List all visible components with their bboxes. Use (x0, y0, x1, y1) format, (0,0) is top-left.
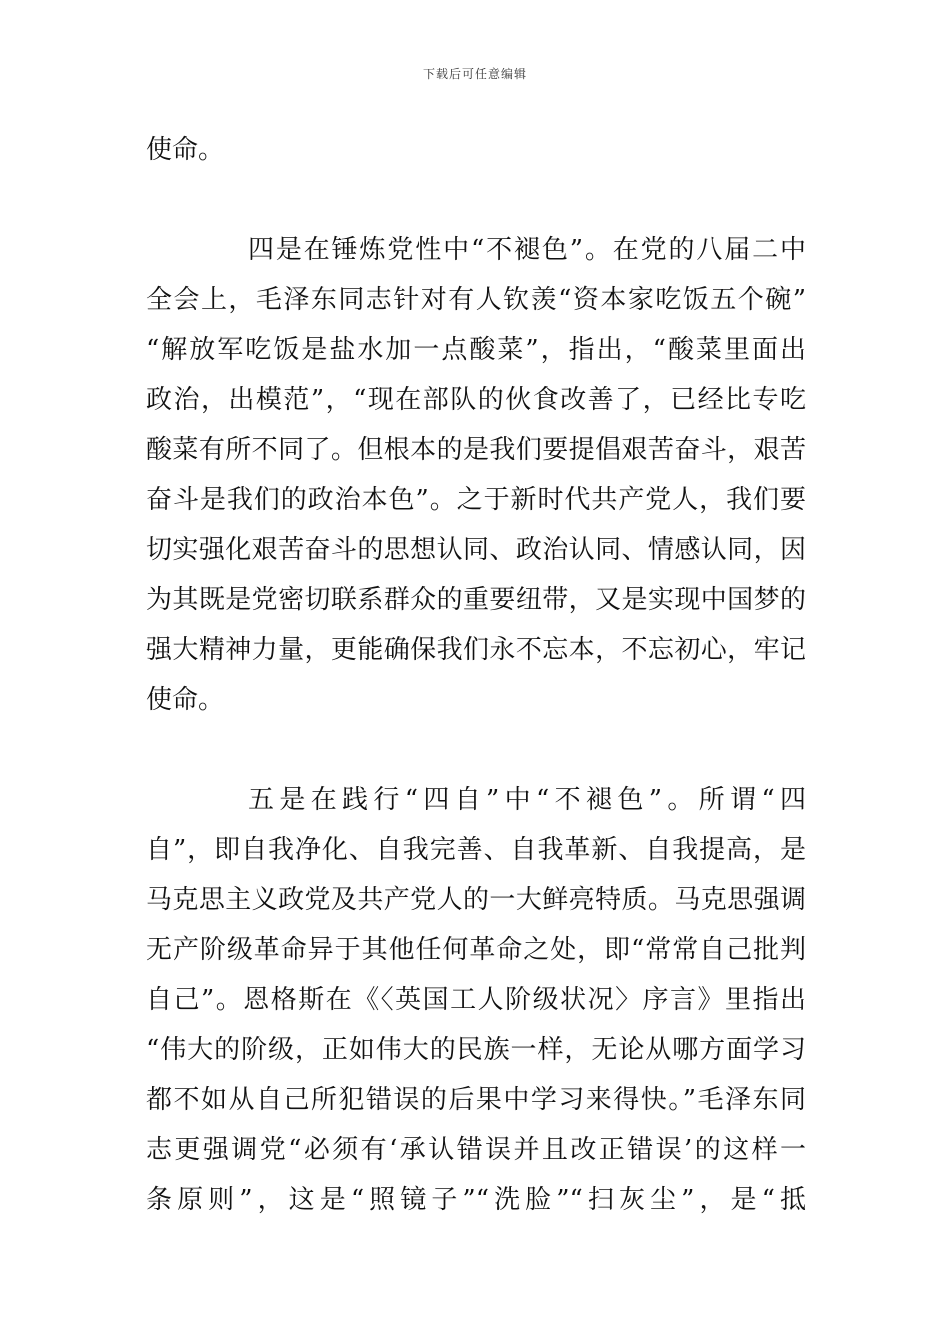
paragraph-line: 使命。 (146, 135, 225, 165)
paragraph-line: “解放军吃饭是盐水加一点酸菜”，指出，“酸菜里面出 (146, 335, 806, 365)
paragraph-line: 无产阶级革命异于其他任何革命之处，即“常常自己批判 (146, 935, 806, 965)
paragraph-line: 五是在践行“四自”中“不褪色”。所谓“四 (248, 785, 806, 815)
paragraph-line: 四是在锤炼党性中“不褪色”。在党的八届二中 (248, 235, 806, 265)
paragraph-line: 强大精神力量，更能确保我们永不忘本，不忘初心，牢记 (146, 635, 806, 665)
paragraph-line: 都不如从自己所犯错误的后果中学习来得快。”毛泽东同 (146, 1085, 806, 1115)
paragraph-line: “伟大的阶级，正如伟大的民族一样，无论从哪方面学习 (146, 1035, 806, 1065)
paragraph-line: 自”，即自我净化、自我完善、自我革新、自我提高，是 (146, 835, 806, 865)
paragraph-line: 切实强化艰苦奋斗的思想认同、政治认同、情感认同，因 (146, 535, 806, 565)
paragraph-line: 奋斗是我们的政治本色”。之于新时代共产党人，我们要 (146, 485, 806, 515)
paragraph-line: 条原则”，这是“照镜子”“洗脸”“扫灰尘”，是“抵 (146, 1185, 806, 1215)
paragraph-line: 全会上，毛泽东同志针对有人钦羡“资本家吃饭五个碗” (146, 285, 806, 315)
paragraph-line: 为其既是党密切联系群众的重要纽带，又是实现中国梦的 (146, 585, 806, 615)
paragraph-line: 马克思主义政党及共产党人的一大鲜亮特质。马克思强调 (146, 885, 806, 915)
page-header: 下载后可任意编辑 (422, 67, 527, 81)
paragraph-line: 自己”。恩格斯在《〈英国工人阶级状况〉序言》里指出 (146, 985, 806, 1015)
paragraph-line: 志更强调党“必须有‘承认错误并且改正错误’的这样一 (146, 1135, 806, 1165)
paragraph-line: 政治，出模范”，“现在部队的伙食改善了，已经比专吃 (146, 385, 806, 415)
paragraph-line: 酸菜有所不同了。但根本的是我们要提倡艰苦奋斗，艰苦 (146, 435, 806, 465)
paragraph-line: 使命。 (146, 685, 225, 715)
